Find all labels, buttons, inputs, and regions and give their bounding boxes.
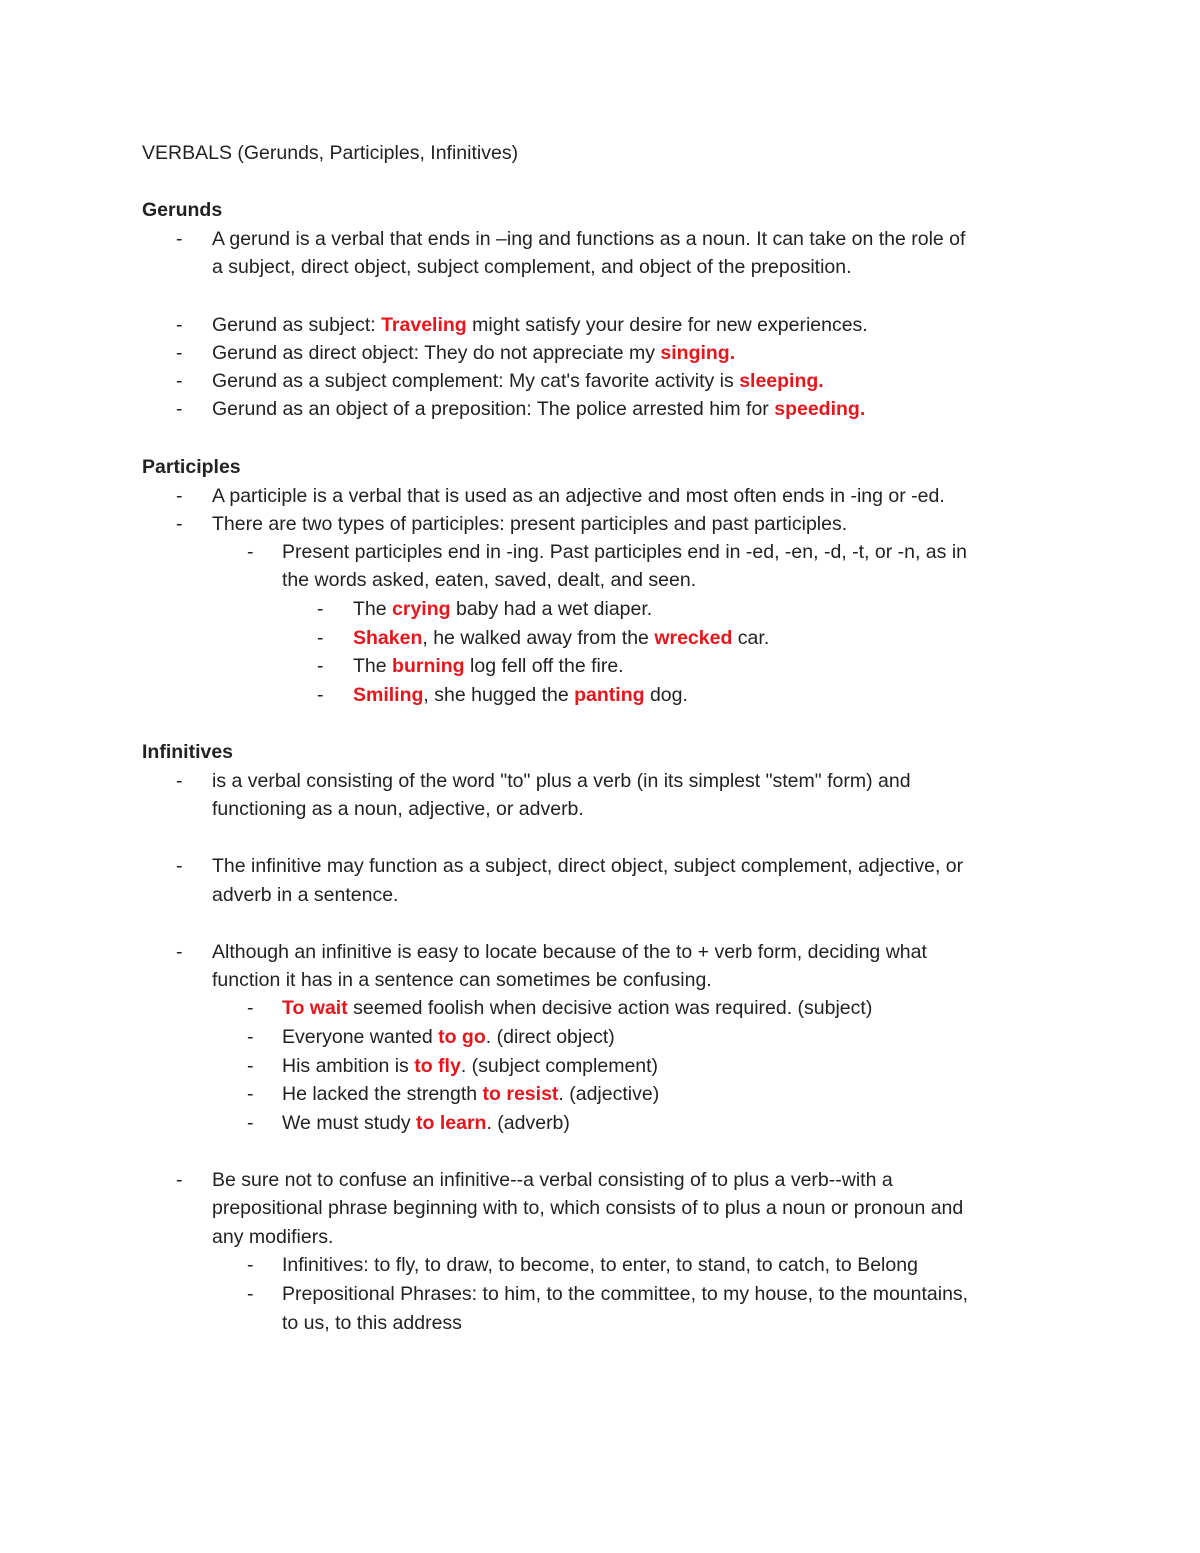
bullet-dash: - <box>176 1169 183 1191</box>
text-segment: to us, to this address <box>282 1312 462 1334</box>
text-line <box>212 515 847 535</box>
text-line <box>353 629 769 649</box>
text-line <box>212 1199 963 1219</box>
highlighted-term: burning <box>392 655 465 677</box>
text-segment: Gerund as subject: <box>212 314 382 336</box>
highlighted-term: To wait <box>282 997 348 1019</box>
highlighted-term: to learn <box>416 1112 487 1134</box>
text-line <box>353 657 624 677</box>
bullet-dash: - <box>247 1026 254 1048</box>
bullet-dash: - <box>176 485 183 507</box>
text-segment: the words asked, eaten, saved, dealt, and seen. <box>282 569 697 591</box>
bullet-dash: - <box>176 770 183 792</box>
text-line <box>212 943 927 963</box>
text-segment: might satisfy your desire for new experiences. <box>466 314 868 336</box>
highlighted-term: crying <box>392 598 451 620</box>
text-segment: The <box>353 655 393 677</box>
text-segment: Gerunds <box>142 199 223 221</box>
text-segment: car. <box>732 627 770 649</box>
text-segment: functioning as a noun, adjective, or adverb. <box>212 798 584 820</box>
text-line <box>282 1114 570 1134</box>
text-segment: any modifiers. <box>212 1226 334 1248</box>
section-heading <box>142 743 233 763</box>
section-heading <box>142 201 222 221</box>
highlighted-term: Traveling <box>381 314 467 336</box>
bullet-dash: - <box>247 1083 254 1105</box>
text-line <box>282 1314 462 1334</box>
highlighted-term: speeding. <box>774 398 866 420</box>
highlighted-term: to fly <box>414 1055 461 1077</box>
bullet-dash: - <box>247 541 254 563</box>
highlighted-term: Smiling <box>353 684 424 706</box>
text-segment: Although an infinitive is easy to locate because of the to + verb form, deciding what <box>212 941 927 963</box>
text-segment: , she hugged the <box>423 684 575 706</box>
text-segment: is a verbal consisting of the word "to" plus a verb (in its simplest "stem" form) and <box>212 770 911 792</box>
text-line <box>212 487 945 507</box>
text-line <box>212 971 712 991</box>
bullet-dash: - <box>247 1112 254 1134</box>
text-segment: Everyone wanted <box>282 1026 439 1048</box>
text-segment: Gerund as an object of a preposition: The police arrested him for <box>212 398 775 420</box>
text-segment: Infinitives <box>142 741 234 763</box>
text-segment: log fell off the fire. <box>464 655 624 677</box>
text-segment: . (adverb) <box>486 1112 570 1134</box>
text-segment: The infinitive may function as a subject, direct object, subject complement, adjective, or <box>212 855 964 877</box>
bullet-dash: - <box>247 1283 254 1305</box>
bullet-dash: - <box>176 398 183 420</box>
highlighted-term: singing. <box>660 342 736 364</box>
text-line <box>282 1285 968 1305</box>
text-segment: dog. <box>644 684 688 706</box>
text-line <box>282 571 696 591</box>
text-line <box>282 1256 918 1276</box>
bullet-dash: - <box>176 941 183 963</box>
bullet-dash: - <box>176 228 183 250</box>
text-line <box>212 1171 893 1191</box>
text-segment: . (adjective) <box>558 1083 660 1105</box>
text-segment: a subject, direct object, subject complement, and object of the preposition. <box>212 256 852 278</box>
bullet-dash: - <box>317 627 324 649</box>
text-segment: Be sure not to confuse an infinitive--a verbal consisting of to plus a verb--with a <box>212 1169 893 1191</box>
highlighted-term: Shaken <box>353 627 423 649</box>
text-line <box>282 543 967 563</box>
text-segment: , he walked away from the <box>422 627 655 649</box>
text-segment: His ambition is <box>282 1055 415 1077</box>
text-segment: He lacked the strength <box>282 1083 483 1105</box>
bullet-dash: - <box>176 314 183 336</box>
text-segment: Participles <box>142 456 241 478</box>
section-heading <box>142 458 241 478</box>
text-line <box>212 316 868 336</box>
text-line <box>212 344 735 364</box>
text-segment: A gerund is a verbal that ends in –ing and functions as a noun. It can take on the role of <box>212 228 966 250</box>
text-line <box>282 1085 659 1105</box>
bullet-dash: - <box>176 855 183 877</box>
text-segment: function it has in a sentence can sometimes be confusing. <box>212 969 712 991</box>
text-segment: Gerund as direct object: They do not appreciate my <box>212 342 661 364</box>
text-line <box>353 686 688 706</box>
text-line <box>212 1228 333 1248</box>
text-segment: The <box>353 598 393 620</box>
text-segment: Prepositional Phrases: to him, to the committee, to my house, to the mountains, <box>282 1283 969 1305</box>
text-segment: prepositional phrase beginning with to, which consists of to plus a noun or pronoun and <box>212 1197 964 1219</box>
text-line <box>212 400 865 420</box>
highlighted-term: wrecked <box>654 627 733 649</box>
text-line <box>282 1057 658 1077</box>
highlighted-term: panting <box>574 684 645 706</box>
text-segment: VERBALS (Gerunds, Participles, Infinitives) <box>142 142 519 164</box>
bullet-dash: - <box>247 997 254 1019</box>
text-segment: . (subject complement) <box>460 1055 659 1077</box>
text-segment: seemed foolish when decisive action was required. (subject) <box>347 997 873 1019</box>
bullet-dash: - <box>317 598 324 620</box>
text-segment: Gerund as a subject complement: My cat's favorite activity is <box>212 370 740 392</box>
text-line <box>212 372 824 392</box>
text-segment: There are two types of participles: present participles and past participles. <box>212 513 848 535</box>
text-segment: Present participles end in -ing. Past participles end in -ed, -en, -d, -t, or -n, as in <box>282 541 967 563</box>
text-line <box>212 800 584 820</box>
bullet-dash: - <box>176 513 183 535</box>
text-segment: We must study <box>282 1112 417 1134</box>
text-line <box>212 258 852 278</box>
text-line <box>212 230 965 250</box>
text-segment: A participle is a verbal that is used as an adjective and most often ends in -ing or -ed. <box>212 485 945 507</box>
bullet-dash: - <box>247 1254 254 1276</box>
text-line <box>212 857 963 877</box>
text-line <box>212 772 911 792</box>
bullet-dash: - <box>247 1055 254 1077</box>
bullet-dash: - <box>176 370 183 392</box>
highlighted-term: to go <box>438 1026 486 1048</box>
highlighted-term: sleeping. <box>739 370 824 392</box>
text-line <box>282 1028 615 1048</box>
text-segment: baby had a wet diaper. <box>450 598 653 620</box>
bullet-dash: - <box>317 655 324 677</box>
text-line <box>282 999 872 1019</box>
text-segment: . (direct object) <box>485 1026 615 1048</box>
highlighted-term: to resist <box>482 1083 559 1105</box>
text-segment: adverb in a sentence. <box>212 884 399 906</box>
bullet-dash: - <box>176 342 183 364</box>
bullet-dash: - <box>317 684 324 706</box>
text-line <box>353 600 652 620</box>
text-line <box>212 886 398 906</box>
document-title <box>142 144 518 164</box>
text-segment: Infinitives: to fly, to draw, to become, to enter, to stand, to catch, to Belong <box>282 1254 918 1276</box>
